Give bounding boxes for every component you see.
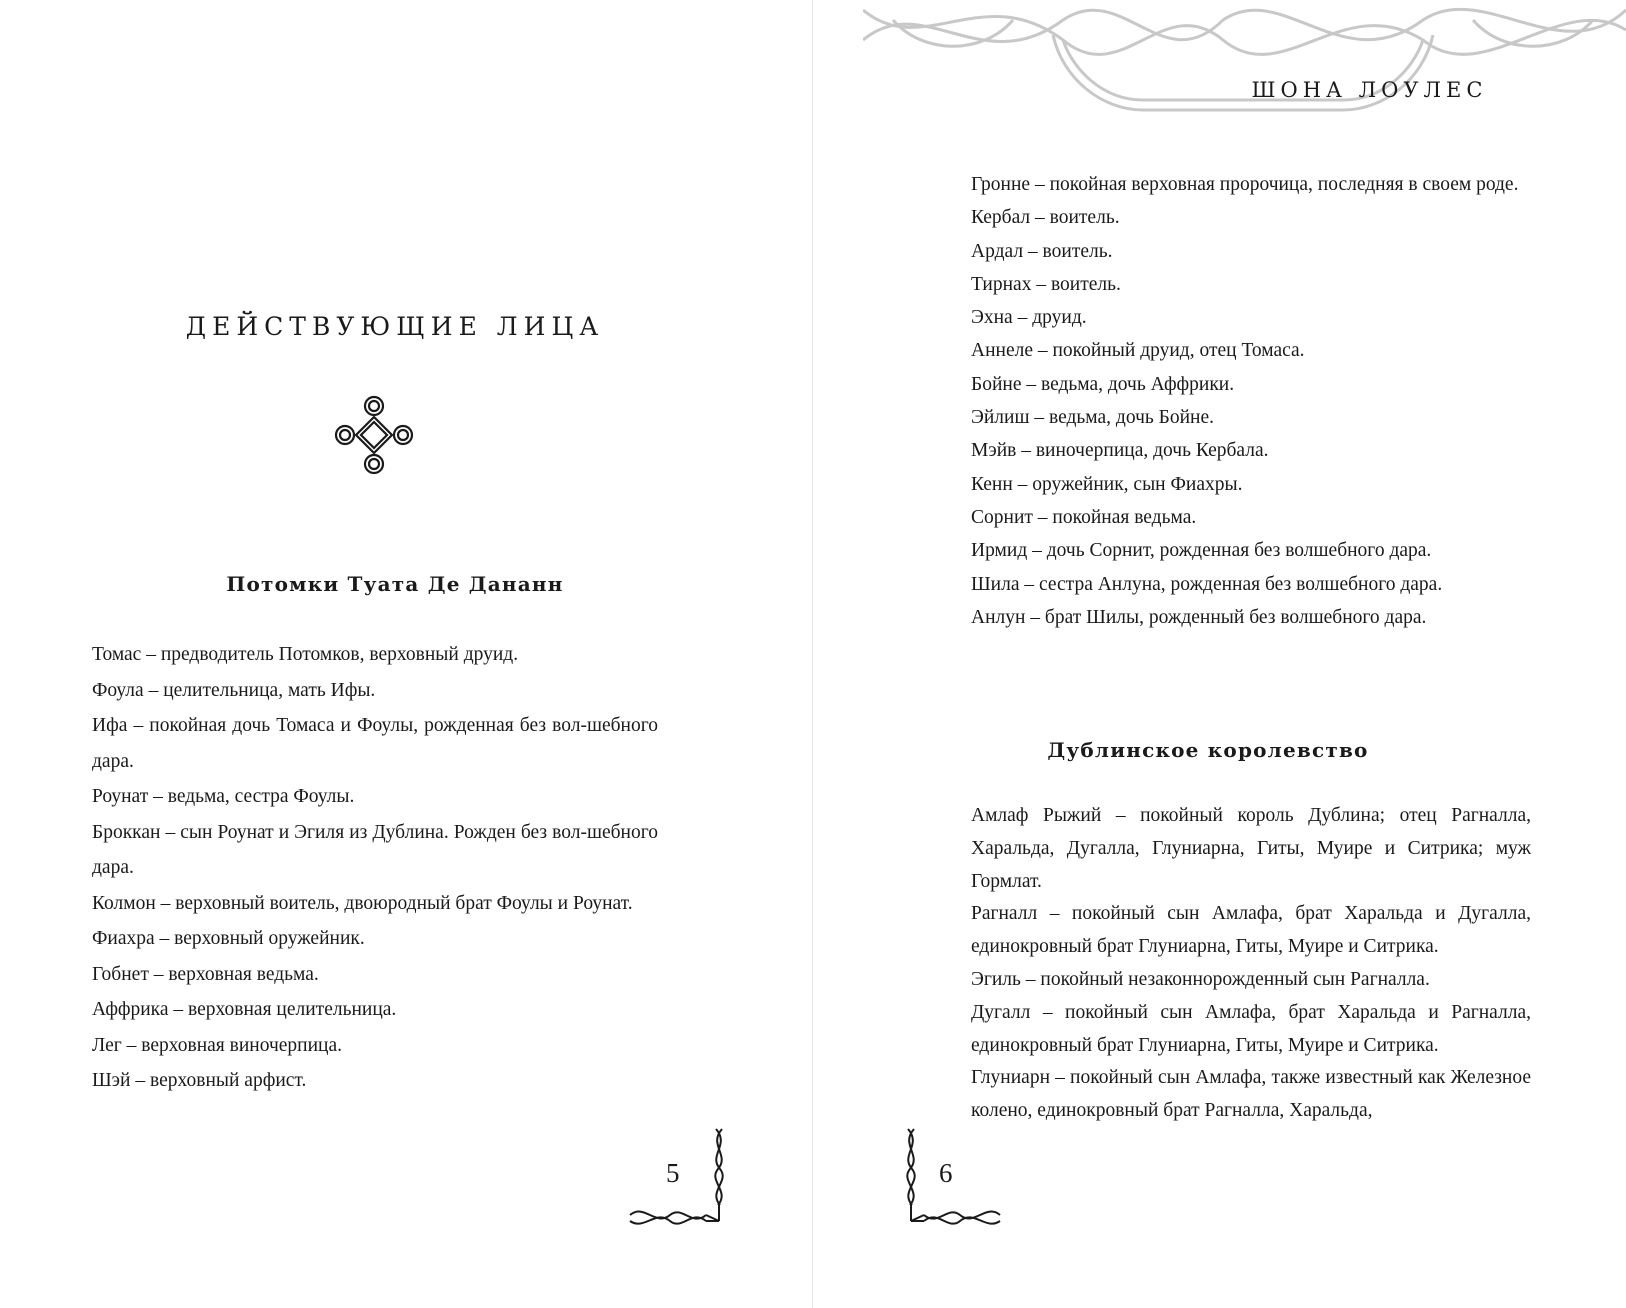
character-list-right-bottom [971,800,1531,1128]
right-page [813,0,1626,1308]
list-item: Кербал – воитель. [971,207,1120,229]
list-item: Гронне – покойная верховная пророчица, последняя в своем роде. [971,174,1519,195]
list-item: Рагналл – покойный сын Амлафа, брат Харальда и Дугалла, единокровный брат Глуниарна, Гиты, Муире и Ситрика. [971,903,1531,958]
list-item: Аффрика – верховная целительница. [92,999,397,1020]
list-item: Фоула – целительница, мать Ифы. [92,679,376,701]
left-page [0,0,812,1308]
list-item: Дугалл – покойный сын Амлафа, брат Харальда и Рагналла, единокровный брат Глуниарна, Гиты, Муире и Ситрика. [971,1001,1531,1056]
list-item: Аннеле – покойный друид, отец Томаса. [971,340,1305,362]
section-title-tuatha: Потомки Туата Де Дананн [226,572,564,596]
list-item: Сорнит – покойная ведьма. [971,506,1197,528]
list-item: Тирнах – воитель. [971,273,1121,295]
list-item: Лег – верховная виночерпица. [92,1034,343,1056]
list-item: Колмон – верховный воитель, двоюродный брат Фоулы и Роунат. [92,892,633,914]
list-item: Томас – предводитель Потомков, верховный друид. [92,644,519,665]
celtic-knot-icon [334,395,414,475]
list-item: Фиахра – верховный оружейник. [92,928,365,949]
character-list-left [92,637,658,1099]
chapter-title: ДЕЙСТВУЮЩИЕ ЛИЦА [185,312,605,341]
list-item: Ирмид – дочь Сорнит, рожденная без волшебного дара. [971,540,1432,562]
list-item: Мэйв – виночерпица, дочь Кербала. [971,440,1269,462]
list-item: Ифа – покойная дочь Томаса и Фоулы, рожденная без вол-шебного дара. [92,715,658,772]
celtic-corner-ornament-icon [626,1125,738,1235]
list-item: Гобнет – верховная ведьма. [92,963,319,985]
character-list-right-top [971,168,1531,634]
list-item: Кенн – оружейник, сын Фиахры. [971,473,1243,495]
running-header-author: ШОНА ЛОУЛЕС [1251,78,1488,102]
list-item: Бойне – ведьма, дочь Аффрики. [971,373,1235,395]
list-item: Шила – сестра Анлуна, рожденная без волшебного дара. [971,573,1443,595]
list-item: Эйлиш – ведьма, дочь Бойне. [971,407,1214,429]
list-item: Шэй – верховный арфист. [92,1070,307,1091]
section-title-dublin: Дублинское королевство [1047,738,1369,762]
page-number-right: 6 [939,1158,953,1188]
list-item: Эхна – друид. [971,307,1087,329]
list-item: Роунат – ведьма, сестра Фоулы. [92,786,355,807]
list-item: Ардал – воитель. [971,240,1113,262]
list-item: Амлаф Рыжий – покойный король Дублина; отец Рагналла, Харальда, Дугалла, Глуниарна, Гиты, Муире и Ситрика; муж Гормлат. [971,805,1531,892]
list-item: Глуниарн – покойный сын Амлафа, также известный как Железное колено, единокровный брат Рагналла, Харальда, [971,1067,1531,1122]
list-item: Анлун – брат Шилы, рожденный без волшебного дара. [971,606,1427,628]
list-item: Броккан – сын Роунат и Эгиля из Дублина. Рожден без вол-шебного дара. [92,821,658,878]
list-item: Эгиль – покойный незаконнорожденный сын Рагналла. [971,968,1430,990]
page-number-left: 5 [666,1158,680,1188]
